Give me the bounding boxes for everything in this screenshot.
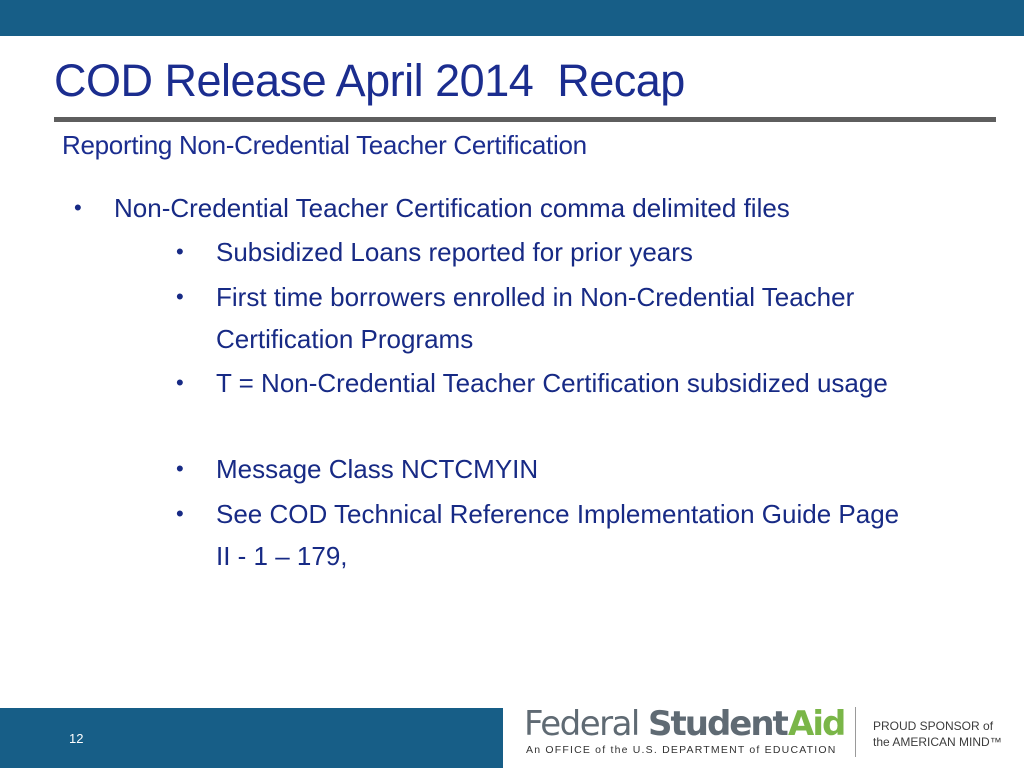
title-divider — [54, 117, 996, 122]
logo-word-aid: Aid — [788, 704, 845, 744]
slide-title: COD Release April 2014 Recap — [54, 55, 685, 106]
sub-bullet-text: Message Class NCTCMYIN — [216, 454, 539, 484]
bullet-dot-icon: • — [176, 239, 184, 264]
page-number: 12 — [69, 731, 84, 746]
sub-bullet-item — [176, 276, 916, 360]
sub-bullet-item — [176, 231, 976, 273]
logo-divider — [855, 707, 856, 757]
bullet-item — [74, 187, 790, 229]
sponsor-line-1: PROUD SPONSOR of — [873, 719, 994, 733]
sponsor-line-2: the AMERICAN MIND™ — [873, 735, 1002, 749]
logo-word-federal: Federal — [524, 704, 639, 744]
sub-bullet-text: First time borrowers enrolled in Non-Credential Teacher Certification Programs — [216, 282, 855, 354]
bullet-dot-icon: • — [74, 195, 82, 220]
bullet-dot-icon: • — [176, 501, 184, 526]
logo-tagline: An OFFICE of the U.S. DEPARTMENT of EDUCATION — [526, 744, 837, 756]
sub-bullet-item — [176, 493, 916, 577]
federal-student-aid-logo — [524, 704, 844, 764]
sub-bullet-text: T = Non-Credential Teacher Certification subsidized usage — [216, 368, 888, 398]
logo-word-student: Student — [648, 704, 787, 744]
bullet-dot-icon: • — [176, 370, 184, 395]
bullet-dot-icon: • — [176, 456, 184, 481]
sub-bullet-item — [176, 362, 976, 404]
sponsor-text — [873, 718, 1002, 750]
top-color-band — [0, 0, 1024, 36]
bullet-text: Non-Credential Teacher Certification comma delimited files — [114, 193, 790, 223]
sub-bullet-text: Subsidized Loans reported for prior years — [216, 237, 693, 267]
sub-bullet-text: See COD Technical Reference Implementation Guide Page II - 1 – 179, — [216, 499, 900, 571]
slide-subtitle: Reporting Non-Credential Teacher Certification — [62, 130, 587, 160]
bullet-dot-icon: • — [176, 284, 184, 309]
sub-bullet-item — [176, 448, 976, 490]
